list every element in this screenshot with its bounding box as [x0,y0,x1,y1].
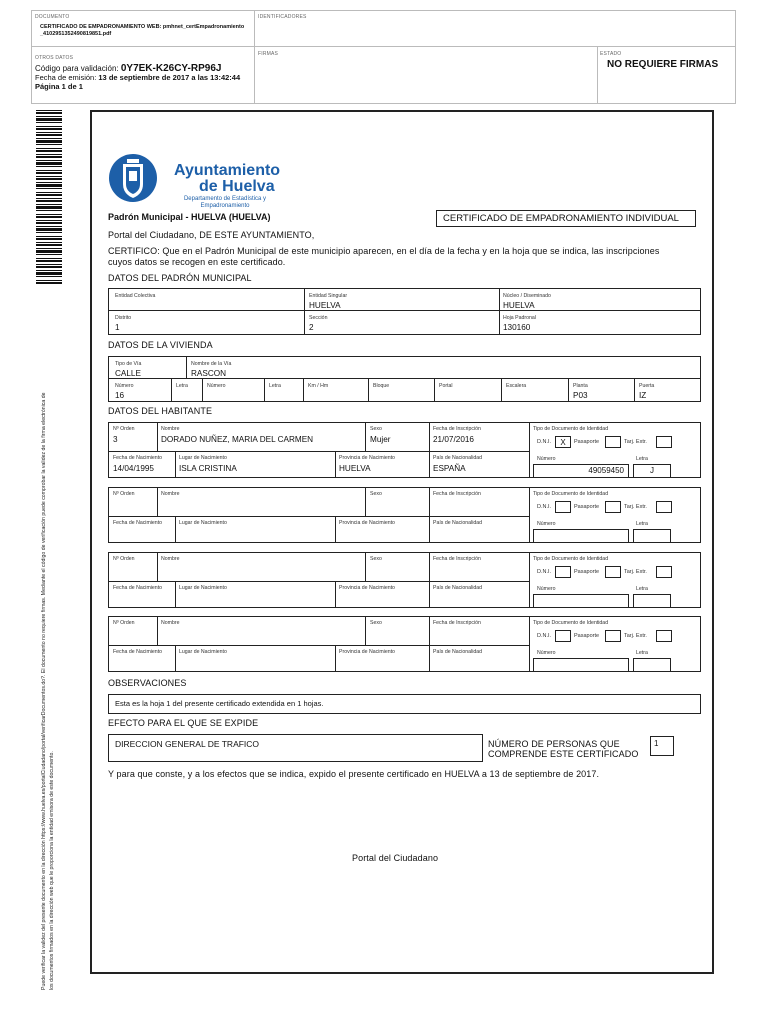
tipo-documento-label: Tipo de Documento de Identidad [533,426,609,432]
fecha-nacimiento-label: Fecha de Nacimiento [113,520,163,526]
barcode-bar [36,184,62,187]
doc-letra-label: Letra [636,586,648,592]
certificado-title: CERTIFICADO DE EMPADRONAMIENTO INDIVIDUAL [436,210,696,227]
pasaporte-label: Pasaporte [574,504,600,510]
sexo-label: Sexo [370,556,382,562]
provincia-nacimiento-label: Provincia de Nacimiento [339,520,395,526]
portal-label: Portal [439,383,453,389]
barcode-bar [36,112,62,114]
tarjeta-label: Tarj. Extr. [624,633,647,639]
barcode-bar [36,260,62,262]
habitante-block [108,616,701,672]
firmas-label: FIRMAS [258,51,279,57]
side-text [40,290,56,990]
codigo-prefix: Código para validación: [35,64,119,73]
side-text-line-2: los documentos firmados en la dirección web que le proporciona la entidad emisora de este documento. [49,751,55,990]
barcode-bar [36,128,62,130]
hoja-value: 130160 [503,323,531,332]
barcode-bar [36,156,62,158]
tipo-documento-label: Tipo de Documento de Identidad [533,491,609,497]
sexo-label: Sexo [370,491,382,497]
personas-label-2: COMPRENDE ESTE CERTIFICADO [488,749,639,759]
intro-certifico-2: cuyos datos se recogen en este certificado. [108,257,286,267]
tarjeta-checkbox[interactable] [656,566,672,578]
fecha-emision [35,73,240,82]
intro-portal: Portal del Ciudadano, DE ESTE AYUNTAMIENTO, [108,230,315,240]
tarjeta-checkbox[interactable] [656,501,672,513]
fecha-nacimiento-label: Fecha de Nacimiento [113,455,163,461]
barcode-bar [36,228,62,231]
otros-datos-label: OTROS DATOS [35,55,74,61]
documento-label: DOCUMENTO [35,14,70,20]
certificate-sheet [90,110,714,974]
documento-value: CERTIFICADO DE EMPADRONAMIENTO WEB: pmhnet_certEmpadronamiento [40,24,245,30]
footer-portal: Portal del Ciudadano [352,853,439,863]
barcode-bar [36,134,62,136]
barcode-bar [36,132,62,133]
doc-letra-label: Letra [636,650,648,656]
fecha-inscripcion-value: 21/07/2016 [433,435,474,444]
barcode-bar [36,222,62,224]
letra-label: Letra [176,383,188,389]
fecha-inscripcion-label: Fecha de Inscripción [433,491,481,497]
pasaporte-label: Pasaporte [574,633,600,639]
nombre-label: Nombre [161,426,180,432]
identificadores-label: IDENTIFICADORES [258,14,307,20]
observaciones-title: OBSERVACIONES [108,678,187,688]
estado-label: ESTADO [600,51,622,57]
pasaporte-checkbox[interactable] [605,436,621,448]
tipo-documento-label: Tipo de Documento de Identidad [533,620,609,626]
tarjeta-label: Tarj. Extr. [624,504,647,510]
numero-value: 16 [115,391,125,400]
shield-logo-icon [108,150,158,208]
side-text-line-1: Puede verificar la validez del presente documento en la dirección https://www.huelva.es/portalCiudadano/portal/verificarDocumentos.do?. El documento no requiere firmas. Mediante el código de verificación puede comprobar la validez de la firma electrónica de [41,392,47,990]
barcode-bar [36,282,62,284]
logo-line-1: Ayuntamiento [174,162,281,179]
hoja-label: Hoja Padronal [503,315,536,321]
barcode-bar [36,266,62,268]
lugar-nacimiento-label: Lugar de Nacimiento [179,455,227,461]
barcode-bar [36,110,62,111]
closing-text: Y para que conste, y a los efectos que se indica, expido el presente certificado en HUELVA a 13 de septiembre de 2017. [108,769,600,779]
planta-label: Planta [573,383,588,389]
tarjeta-checkbox[interactable] [656,436,672,448]
doc-letra-value [633,529,671,543]
orden-label: Nº Orden [113,556,135,562]
barcode-bar [36,280,62,281]
seccion-label: Sección [309,315,328,321]
codigo-value: 0Y7EK-K26CY-RP96J [120,63,222,74]
efecto-box: DIRECCION GENERAL DE TRAFICO [108,734,483,762]
doc-numero-value: 49059450 [533,464,629,478]
barcode-bar [36,220,62,221]
tipo-via-value: CALLE [115,369,141,378]
sexo-value: Mujer [370,435,391,444]
nombre-label: Nombre [161,556,180,562]
vivienda-section-title: DATOS DE LA VIVIENDA [108,340,213,350]
doc-letra-value: J [633,464,671,478]
logo-sub-2: Empadronamiento [200,203,250,209]
barcode-bar [36,138,62,139]
fecha-inscripcion-label: Fecha de Inscripción [433,556,481,562]
sexo-label: Sexo [370,426,382,432]
sexo-label: Sexo [370,620,382,626]
dni-label: D.N.I. [537,633,552,639]
doc-numero-value [533,594,629,608]
pasaporte-label: Pasaporte [574,439,600,445]
barcode-bar [36,178,62,180]
habitante-block [108,487,701,543]
barcode-bar [36,188,62,189]
barcode-bar [36,192,62,193]
doc-numero-value [533,529,629,543]
barcode-bar [36,200,62,202]
fecha-inscripcion-label: Fecha de Inscripción [433,426,481,432]
tarjeta-label: Tarj. Extr. [624,569,647,575]
barcode-bar [36,126,62,127]
barcode [36,110,62,286]
nucleo-label: Núcleo / Diseminado [503,293,551,299]
fecha-nacimiento-label: Fecha de Nacimiento [113,585,163,591]
seccion-value: 2 [309,323,314,332]
lugar-nacimiento-value: ISLA CRISTINA [179,464,237,473]
habitante-block [108,552,701,608]
barcode-bar [36,206,62,209]
barcode-bar [36,250,62,253]
barcode-bar [36,204,62,205]
pasaporte-label: Pasaporte [574,569,600,575]
letra2-label: Letra [269,383,281,389]
pais-nacionalidad-label: País de Nacionalidad [433,585,483,591]
numero2-label: Número [207,383,226,389]
lugar-nacimiento-label: Lugar de Nacimiento [179,649,227,655]
barcode-bar [36,162,62,165]
header-box [31,10,736,104]
barcode-bar [36,122,62,123]
provincia-nacimiento-value: HUELVA [339,464,371,473]
km-label: Km / Hm [308,383,329,389]
nombre-label: Nombre [161,620,180,626]
tipo-via-label: Tipo de Vía [115,361,142,367]
bloque-label: Bloque [373,383,390,389]
barcode-bar [36,176,62,177]
fecha-prefix: Fecha de emisión: [35,73,97,82]
personas-label-1: NÚMERO DE PERSONAS QUE [488,739,620,749]
personas-value: 1 [650,736,674,756]
barcode-bar [36,232,62,233]
barcode-bar [36,118,62,121]
barcode-bar [36,214,62,215]
orden-label: Nº Orden [113,620,135,626]
habitante-section-title: DATOS DEL HABITANTE [108,406,213,416]
pais-nacionalidad-value: ESPAÑA [433,464,466,473]
orden-value: 3 [113,435,118,444]
barcode-bar [36,216,62,218]
barcode-bar [36,236,62,237]
pais-nacionalidad-label: País de Nacionalidad [433,520,483,526]
distrito-label: Distrito [115,315,132,321]
escalera-label: Escalera [506,383,527,389]
fecha-nacimiento-label: Fecha de Nacimiento [113,649,163,655]
doc-numero-label: Número [537,456,556,462]
barcode-bar [36,160,62,161]
doc-numero-label: Número [537,586,556,592]
distrito-value: 1 [115,323,120,332]
pais-nacionalidad-label: País de Nacionalidad [433,649,483,655]
entidad-singular-value: HUELVA [309,301,341,310]
numero-label: Número [115,383,134,389]
pagina: Página 1 de 1 [35,82,83,91]
fecha-inscripcion-label: Fecha de Inscripción [433,620,481,626]
vivienda-table [108,356,701,402]
barcode-bar [36,154,62,155]
padron-section-title: DATOS DEL PADRÓN MUNICIPAL [108,273,252,283]
entidad-singular-label: Entidad Singular [309,293,348,299]
dni-checkbox[interactable] [555,501,571,513]
lugar-nacimiento-label: Lugar de Nacimiento [179,585,227,591]
estado-value: NO REQUIERE FIRMAS [607,59,719,70]
barcode-bar [36,238,62,240]
dni-checkbox[interactable]: X [555,436,571,448]
provincia-nacimiento-label: Provincia de Nacimiento [339,585,395,591]
dni-checkbox[interactable] [555,566,571,578]
pais-nacionalidad-label: País de Nacionalidad [433,455,483,461]
barcode-bar [36,198,62,199]
nombre-via-label: Nombre de la Vía [191,361,232,367]
tarjeta-checkbox[interactable] [656,630,672,642]
doc-numero-label: Número [537,650,556,656]
provincia-nacimiento-label: Provincia de Nacimiento [339,649,395,655]
lugar-nacimiento-label: Lugar de Nacimiento [179,520,227,526]
doc-letra-label: Letra [636,521,648,527]
nombre-value: DORADO NUÑEZ, MARIA DEL CARMEN [161,435,314,444]
barcode-bar [36,148,62,149]
barcode-bar [36,264,62,265]
doc-letra-value [633,658,671,672]
dni-checkbox[interactable] [555,630,571,642]
barcode-bar [36,166,62,167]
barcode-bar [36,150,62,152]
barcode-bar [36,272,62,275]
barcode-bar [36,244,62,246]
barcode-bar [36,248,62,249]
fecha-value: 13 de septiembre de 2017 a las 13:42:44 [98,73,241,82]
efecto-title: EFECTO PARA EL QUE SE EXPIDE [108,718,259,728]
documento-value-2: _4102951352490819851.pdf [40,31,112,37]
nucleo-value: HUELVA [503,301,535,310]
doc-numero-value [533,658,629,672]
logo-sub-1: Departamento de Estadística y [183,196,267,202]
puerta-label: Puerta [639,383,655,389]
dni-label: D.N.I. [537,569,552,575]
barcode-bar [36,254,62,255]
provincia-nacimiento-label: Provincia de Nacimiento [339,455,395,461]
planta-value: P03 [573,391,588,400]
barcode-bar [36,182,62,183]
barcode-bar [36,144,62,145]
barcode-bar [36,210,62,211]
pasaporte-checkbox[interactable] [605,566,621,578]
observaciones-box: Esta es la hoja 1 del presente certificado extendida en 1 hojas. [108,694,701,714]
puerta-value: IZ [639,391,647,400]
doc-numero-label: Número [537,521,556,527]
barcode-bar [36,226,62,227]
pasaporte-checkbox[interactable] [605,630,621,642]
barcode-bar [36,170,62,171]
padron-title: Padrón Municipal - HUELVA (HUELVA) [108,212,271,222]
dni-label: D.N.I. [537,504,552,510]
habitante-block [108,422,701,478]
logo-line-2: de Huelva [199,178,275,195]
barcode-bar [36,276,62,277]
barcode-bar [36,116,62,117]
tipo-documento-label: Tipo de Documento de Identidad [533,556,609,562]
orden-label: Nº Orden [113,426,135,432]
barcode-bar [36,140,62,143]
barcode-bar [36,270,62,271]
entidad-colectiva-label: Entidad Colectiva [115,293,156,299]
orden-label: Nº Orden [113,491,135,497]
doc-letra-value [633,594,671,608]
dni-label: D.N.I. [537,439,552,445]
barcode-bar [36,242,62,243]
barcode-bar [36,258,62,259]
nombre-via-value: RASCON [191,369,227,378]
intro-certifico: CERTIFICO: Que en el Padrón Municipal de este municipio aparecen, en el día de la fecha y en la hoja que se indica, las inscripciones [108,246,660,256]
barcode-bar [36,172,62,174]
doc-letra-label: Letra [636,456,648,462]
pasaporte-checkbox[interactable] [605,501,621,513]
tarjeta-label: Tarj. Extr. [624,439,647,445]
nombre-label: Nombre [161,491,180,497]
fecha-nacimiento-value: 14/04/1995 [113,464,154,473]
barcode-bar [36,194,62,196]
padron-table [108,288,701,335]
